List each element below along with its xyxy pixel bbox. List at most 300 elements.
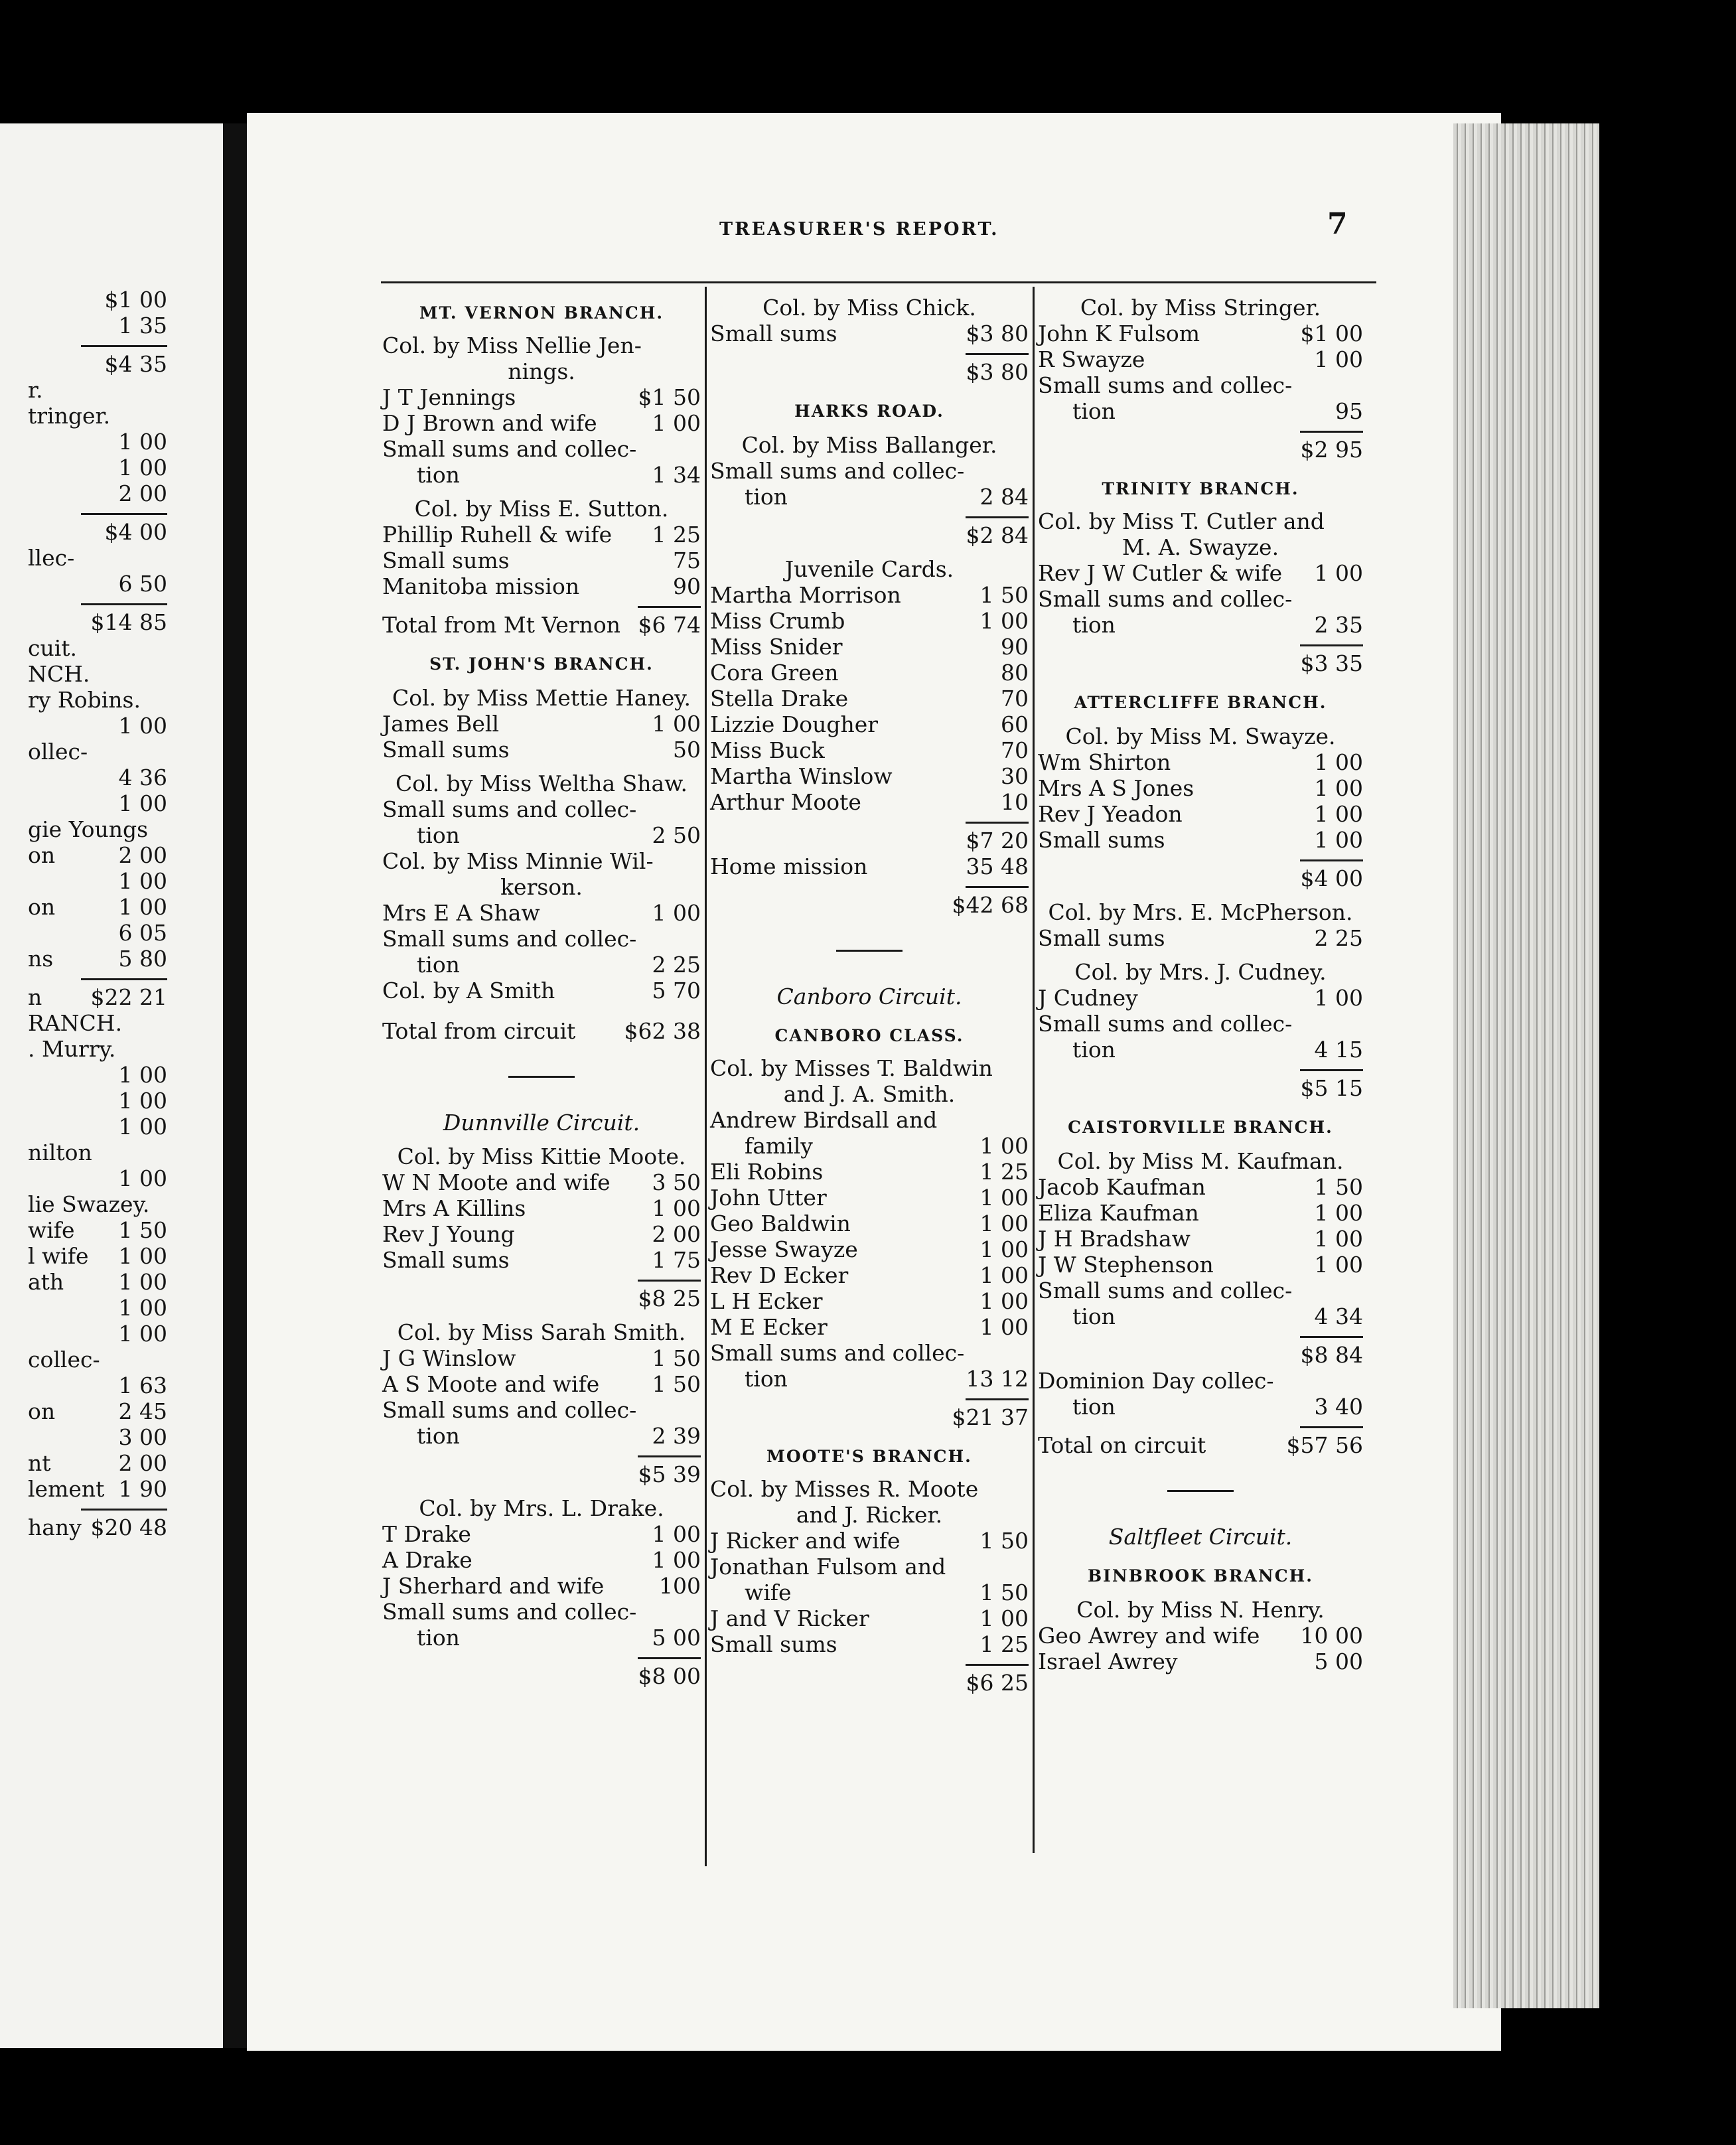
sum-rule (966, 1398, 1029, 1400)
entry-amount: $8 25 (638, 1286, 701, 1311)
entry-row (382, 1663, 701, 1689)
entry-row (382, 926, 701, 952)
entry-row (382, 737, 701, 763)
entry-row (28, 1010, 167, 1036)
entry-row (710, 1554, 1029, 1580)
entry-amount: 1 00 (118, 1243, 167, 1269)
entry-label: tion (1072, 612, 1116, 638)
collector-line: Col. by Miss M. Swayze. (1065, 723, 1336, 749)
entry-row (710, 1631, 1029, 1657)
entry-amount: 10 (1001, 789, 1029, 815)
entry-row (382, 333, 701, 358)
entry-label: nilton (28, 1140, 92, 1165)
entry-amount: 1 50 (979, 1528, 1029, 1554)
entry-label: Martha Winslow (710, 763, 893, 789)
entry-amount: 1 50 (118, 1217, 167, 1243)
entry-row (382, 711, 701, 737)
sum-rule (81, 1509, 167, 1511)
entry-row (382, 462, 701, 488)
entry-amount: 1 00 (979, 1314, 1029, 1340)
entry-label: Small sums (1038, 827, 1165, 853)
entry-row (1038, 560, 1363, 586)
continued-line: and J. A. Smith. (783, 1081, 956, 1107)
entry-label: Small sums and collec- (1038, 372, 1293, 398)
entry-row (28, 287, 167, 313)
entry-row (1038, 1200, 1363, 1226)
branch-heading: ST. JOHN'S BRANCH. (429, 654, 654, 674)
entry-amount: 1 00 (979, 1262, 1029, 1288)
continued-line: kerson. (500, 874, 583, 900)
collector-line: Col. by Mrs. L. Drake. (419, 1495, 664, 1521)
entry-amount: 3 50 (652, 1169, 701, 1195)
entry-amount: 1 00 (979, 1211, 1029, 1236)
entry-row (28, 1191, 167, 1217)
entry-amount: 2 25 (1314, 925, 1363, 951)
entry-row (382, 384, 701, 410)
entry-row (28, 545, 167, 571)
entry-label: ollec- (28, 739, 88, 765)
entry-label: Small sums and collec- (1038, 586, 1293, 612)
entry-label: J Sherhard and wife (382, 1573, 605, 1599)
entry-amount: $5 39 (638, 1461, 701, 1487)
continued-line: M. A. Swayze. (1121, 534, 1279, 560)
circuit-heading: Saltfleet Circuit. (1108, 1524, 1293, 1550)
entry-amount (636, 436, 711, 462)
entry-amount: 95 (1335, 398, 1363, 424)
entry-amount: 5 70 (652, 978, 701, 1003)
entry-row (28, 816, 167, 842)
entry-amount: 4 15 (1314, 1037, 1363, 1063)
entry-row (710, 321, 1029, 346)
entry-amount (1325, 508, 1399, 534)
entry-amount: $14 85 (90, 609, 167, 635)
entry-row (1038, 1303, 1363, 1329)
entry-row (28, 1424, 167, 1450)
entry-label: J Cudney (1038, 985, 1138, 1011)
entry-label: Col. by A Smith (382, 978, 555, 1003)
entry-amount: 1 00 (118, 1114, 167, 1140)
entry-row (1038, 775, 1363, 801)
sum-rule (638, 1280, 701, 1282)
entry-row (382, 612, 701, 638)
sum-rule (1300, 1426, 1363, 1428)
entry-row (1038, 650, 1363, 676)
sum-rule (966, 516, 1029, 518)
collector-line: Col. by Miss Ballanger. (741, 432, 997, 458)
collector-line: Col. by Miss Sarah Smith. (397, 1319, 686, 1345)
entry-amount: 2 35 (1314, 612, 1363, 638)
entry-label: Small sums (710, 1631, 837, 1657)
entry-amount: 5 00 (1314, 1649, 1363, 1674)
entry-label: Jacob Kaufman (1038, 1174, 1206, 1200)
entry-label: tion (417, 1625, 460, 1651)
entry-amount (636, 1599, 711, 1625)
collector-line: Col. by Miss Mettie Haney. (392, 685, 691, 711)
entry-row (1038, 586, 1363, 612)
entry-row (710, 686, 1029, 711)
entry-row (382, 978, 701, 1003)
entry-label: Home mission (710, 853, 868, 879)
entry-label: Small sums and collec- (382, 926, 637, 952)
section-separator (508, 1076, 575, 1078)
branch-heading: CANBORO CLASS. (774, 1026, 964, 1045)
entry-label: Geo Awrey and wife (1038, 1623, 1260, 1649)
entry-amount: $1 50 (638, 384, 701, 410)
entry-label: Col. by Miss T. Cutler and (1038, 508, 1325, 534)
entry-label: Small sums (1038, 925, 1165, 951)
entry-amount: 1 00 (118, 1062, 167, 1088)
entry-amount: 2 00 (118, 842, 167, 868)
branch-heading: BINBROOK BRANCH. (1088, 1566, 1313, 1586)
entry-amount: 1 00 (118, 1295, 167, 1321)
entry-amount: 1 00 (1314, 1226, 1363, 1252)
entry-label: Small sums and collec- (382, 1599, 637, 1625)
entry-label: tion (1072, 1394, 1116, 1420)
entry-amount: 1 00 (118, 429, 167, 455)
entry-amount: 1 00 (1314, 346, 1363, 372)
entry-row (28, 571, 167, 597)
entry-amount: 2 50 (652, 822, 701, 848)
entry-row (28, 894, 167, 920)
entry-row (28, 609, 167, 635)
entry-row (28, 351, 167, 377)
entry-label: Miss Snider (710, 634, 843, 660)
entry-row (710, 1580, 1029, 1605)
entry-row (382, 952, 701, 978)
entry-row (710, 1340, 1029, 1366)
entry-amount: 1 00 (1314, 801, 1363, 827)
entry-amount: 6 50 (118, 571, 167, 597)
entry-label: L H Ecker (710, 1288, 823, 1314)
entry-amount: 1 00 (979, 1605, 1029, 1631)
entry-row (1038, 398, 1363, 424)
entry-amount: 35 48 (966, 853, 1029, 879)
entry-row (382, 1371, 701, 1397)
entry-row (382, 1521, 701, 1547)
collector-line: Col. by Miss Weltha Shaw. (396, 771, 687, 796)
entry-row (28, 790, 167, 816)
entry-row (382, 573, 701, 599)
entry-amount: 1 34 (652, 462, 701, 488)
entry-row (1038, 827, 1363, 853)
column-rule-1 (705, 287, 707, 1866)
entry-row (1038, 437, 1363, 463)
entry-amount: $21 37 (952, 1404, 1029, 1430)
entry-amount: $6 74 (638, 612, 701, 638)
entry-amount: 1 00 (118, 868, 167, 894)
entry-amount: 1 00 (118, 790, 167, 816)
entry-amount (1292, 1011, 1366, 1037)
entry-row (710, 1107, 1029, 1133)
entry-amount: 1 00 (1314, 560, 1363, 586)
entry-amount (636, 1397, 711, 1423)
entry-label: Col. by Miss Minnie Wil- (382, 848, 654, 874)
entry-label: Jesse Swayze (710, 1236, 858, 1262)
entry-amount: 90 (673, 573, 701, 599)
entry-amount: $7 20 (966, 828, 1029, 853)
entry-row (382, 900, 701, 926)
entry-label: lement (28, 1476, 105, 1502)
sum-rule (638, 1455, 701, 1457)
entry-row (1038, 346, 1363, 372)
entry-row (382, 1018, 701, 1044)
entry-row (1038, 1342, 1363, 1368)
entry-label: Rev D Ecker (710, 1262, 849, 1288)
collector-line: Juvenile Cards. (784, 556, 954, 582)
entry-amount: $4 00 (1300, 865, 1363, 891)
entry-amount: 2 84 (979, 484, 1029, 510)
entry-row (28, 1321, 167, 1347)
sum-rule (81, 513, 167, 515)
entry-row (1038, 1394, 1363, 1420)
sum-rule (1300, 1069, 1363, 1071)
collector-line: Col. by Miss Kittie Moote. (397, 1144, 686, 1169)
entry-row (710, 634, 1029, 660)
branch-heading: ATTERCLIFFE BRANCH. (1074, 693, 1327, 712)
entry-amount: 100 (659, 1573, 701, 1599)
entry-amount: 70 (1001, 737, 1029, 763)
entry-label: John Utter (710, 1185, 827, 1211)
entry-label: John K Fulsom (1038, 321, 1200, 346)
entry-row (710, 1476, 1029, 1502)
entry-row (1038, 1649, 1363, 1674)
entry-label: Lizzie Dougher (710, 711, 879, 737)
entry-row (710, 1211, 1029, 1236)
column-rule-2 (1033, 287, 1035, 1853)
entry-amount: 3 00 (118, 1424, 167, 1450)
entry-label: Andrew Birdsall and (710, 1107, 938, 1133)
entry-label: Mrs E A Shaw (382, 900, 540, 926)
entry-row (710, 789, 1029, 815)
entry-amount: 1 00 (979, 608, 1029, 634)
entry-label: J and V Ricker (710, 1605, 869, 1631)
entry-row (710, 1605, 1029, 1631)
entry-amount: 1 25 (979, 1159, 1029, 1185)
entry-row (28, 946, 167, 972)
entry-row (28, 313, 167, 338)
section-separator (836, 950, 903, 952)
sum-rule (81, 978, 167, 980)
entry-label: Israel Awrey (1038, 1649, 1178, 1674)
entry-label: tion (417, 822, 460, 848)
entry-amount: 1 00 (979, 1185, 1029, 1211)
section-separator (1167, 1490, 1234, 1492)
entry-label: A S Moote and wife (382, 1371, 600, 1397)
entry-row (1038, 925, 1363, 951)
entry-row (28, 1398, 167, 1424)
entry-amount: 30 (1001, 763, 1029, 789)
entry-row (1038, 1623, 1363, 1649)
branch-heading: TRINITY BRANCH. (1102, 479, 1299, 498)
entry-row (1038, 985, 1363, 1011)
entry-amount: 2 39 (652, 1423, 701, 1449)
entry-label: Mrs A S Jones (1038, 775, 1194, 801)
entry-label: Col. by Miss Nellie Jen- (382, 333, 642, 358)
entry-amount (636, 926, 711, 952)
entry-row (28, 455, 167, 481)
entry-row (382, 1397, 701, 1423)
entry-amount: $22 21 (90, 984, 167, 1010)
entry-row (28, 377, 167, 403)
entry-row (28, 1114, 167, 1140)
entry-label: Small sums and collec- (382, 796, 637, 822)
entry-label: James Bell (382, 711, 500, 737)
entry-row (710, 1133, 1029, 1159)
entry-row (710, 458, 1029, 484)
entry-row (28, 920, 167, 946)
entry-label: cuit. (28, 635, 78, 661)
entry-row (382, 1599, 701, 1625)
entry-label: Small sums (382, 548, 510, 573)
entry-label: Arthur Moote (710, 789, 861, 815)
column-1 (382, 287, 701, 1689)
entry-row (710, 828, 1029, 853)
entry-row (382, 822, 701, 848)
entry-label: Col. by Misses T. Baldwin (710, 1055, 993, 1081)
entry-label: hany (28, 1515, 82, 1540)
entry-amount: 70 (1001, 686, 1029, 711)
entry-amount: $4 00 (104, 519, 167, 545)
entry-row (1038, 321, 1363, 346)
entry-row (28, 765, 167, 790)
entry-row (382, 796, 701, 822)
entry-row (28, 1476, 167, 1502)
entry-amount: 1 00 (118, 1321, 167, 1347)
entry-amount: 1 00 (979, 1236, 1029, 1262)
entry-amount: $6 25 (966, 1670, 1029, 1696)
entry-amount: 3 40 (1314, 1394, 1363, 1420)
entry-amount: 60 (1001, 711, 1029, 737)
entry-label: Wm Shirton (1038, 749, 1171, 775)
entry-amount: $3 80 (966, 321, 1029, 346)
entry-amount: 1 50 (1314, 1174, 1363, 1200)
entry-amount: 1 00 (1314, 1200, 1363, 1226)
entry-amount: 1 00 (979, 1133, 1029, 1159)
entry-row (28, 1450, 167, 1476)
entry-amount: 1 00 (652, 1195, 701, 1221)
sum-rule (966, 353, 1029, 355)
entry-amount: $3 35 (1300, 650, 1363, 676)
branch-heading: MOOTE'S BRANCH. (766, 1447, 972, 1466)
entry-label: Eliza Kaufman (1038, 1200, 1199, 1226)
entry-row (1038, 1252, 1363, 1278)
entry-label: J Ricker and wife (710, 1528, 901, 1554)
entry-amount: 2 00 (118, 1450, 167, 1476)
sum-rule (1300, 859, 1363, 861)
sum-rule (966, 886, 1029, 888)
entry-amount: 1 00 (118, 713, 167, 739)
entry-amount: 2 00 (118, 481, 167, 506)
entry-row (710, 359, 1029, 385)
entry-label: Small sums (382, 737, 510, 763)
entry-amount: 4 34 (1314, 1303, 1363, 1329)
entry-amount: 1 50 (652, 1371, 701, 1397)
entry-row (28, 1372, 167, 1398)
entry-label: Small sums and collec- (382, 436, 637, 462)
entry-label: n (28, 984, 42, 1010)
continued-line: and J. Ricker. (796, 1502, 943, 1528)
sum-rule (1300, 1336, 1363, 1338)
entry-amount: 6 05 (118, 920, 167, 946)
entry-amount: $3 80 (966, 359, 1029, 385)
continued-line: nings. (508, 358, 575, 384)
entry-amount: $1 00 (1300, 321, 1363, 346)
entry-amount: 5 80 (118, 946, 167, 972)
entry-amount: $8 84 (1300, 1342, 1363, 1368)
entry-row (382, 1247, 701, 1273)
entry-row (28, 1269, 167, 1295)
entry-label: Stella Drake (710, 686, 849, 711)
entry-amount: 1 00 (118, 1269, 167, 1295)
entry-row (28, 1088, 167, 1114)
entry-row (1038, 372, 1363, 398)
entry-label: Mrs A Killins (382, 1195, 526, 1221)
entry-amount: 10 00 (1300, 1623, 1363, 1649)
left-page-column (28, 287, 167, 1540)
entry-amount: $2 84 (966, 522, 1029, 548)
entry-amount: 1 00 (652, 900, 701, 926)
entry-row (28, 842, 167, 868)
entry-amount: 4 36 (118, 765, 167, 790)
entry-label: Geo Baldwin (710, 1211, 851, 1236)
entry-label: Small sums and collec- (710, 458, 965, 484)
entry-row (382, 1169, 701, 1195)
entry-label: family (745, 1133, 813, 1159)
entry-label: tion (417, 952, 460, 978)
entry-row (28, 1036, 167, 1062)
entry-label: on (28, 1398, 56, 1424)
entry-row (710, 892, 1029, 918)
entry-label: Total from Mt Vernon (382, 612, 620, 638)
entry-row (710, 1288, 1029, 1314)
entry-row (28, 429, 167, 455)
entry-label: on (28, 894, 56, 920)
entry-amount: 1 00 (652, 1547, 701, 1573)
entry-label: T Drake (382, 1521, 471, 1547)
entry-row (382, 1221, 701, 1247)
collector-line: Col. by Miss Stringer. (1080, 295, 1321, 321)
entry-amount: 1 50 (979, 582, 1029, 608)
entry-row (28, 984, 167, 1010)
entry-label: A Drake (382, 1547, 472, 1573)
running-head: TREASURER'S REPORT. (719, 219, 999, 240)
entry-row (382, 410, 701, 436)
entry-label: tion (417, 462, 460, 488)
entry-label: NCH. (28, 661, 90, 687)
entry-label: Miss Crumb (710, 608, 845, 634)
entry-amount: 1 00 (1314, 1252, 1363, 1278)
entry-row (710, 608, 1029, 634)
sum-rule (638, 1657, 701, 1659)
entry-row (710, 1314, 1029, 1340)
entry-amount: 1 90 (118, 1476, 167, 1502)
entry-label: nt (28, 1450, 51, 1476)
entry-row (382, 1573, 701, 1599)
entry-label: tion (1072, 1037, 1116, 1063)
collector-line: Col. by Miss E. Sutton. (414, 496, 669, 522)
entry-amount: 75 (673, 548, 701, 573)
entry-amount: 1 50 (652, 1345, 701, 1371)
entry-label: Jonathan Fulsom and (710, 1554, 946, 1580)
entry-label: M E Ecker (710, 1314, 828, 1340)
entry-label: Small sums and collec- (1038, 1278, 1293, 1303)
entry-label: Miss Buck (710, 737, 825, 763)
entry-amount: 5 00 (652, 1625, 701, 1651)
column-2 (710, 287, 1029, 1696)
branch-heading: MT. VERNON BRANCH. (419, 303, 664, 323)
entry-label: Cora Green (710, 660, 839, 686)
entry-row (28, 481, 167, 506)
